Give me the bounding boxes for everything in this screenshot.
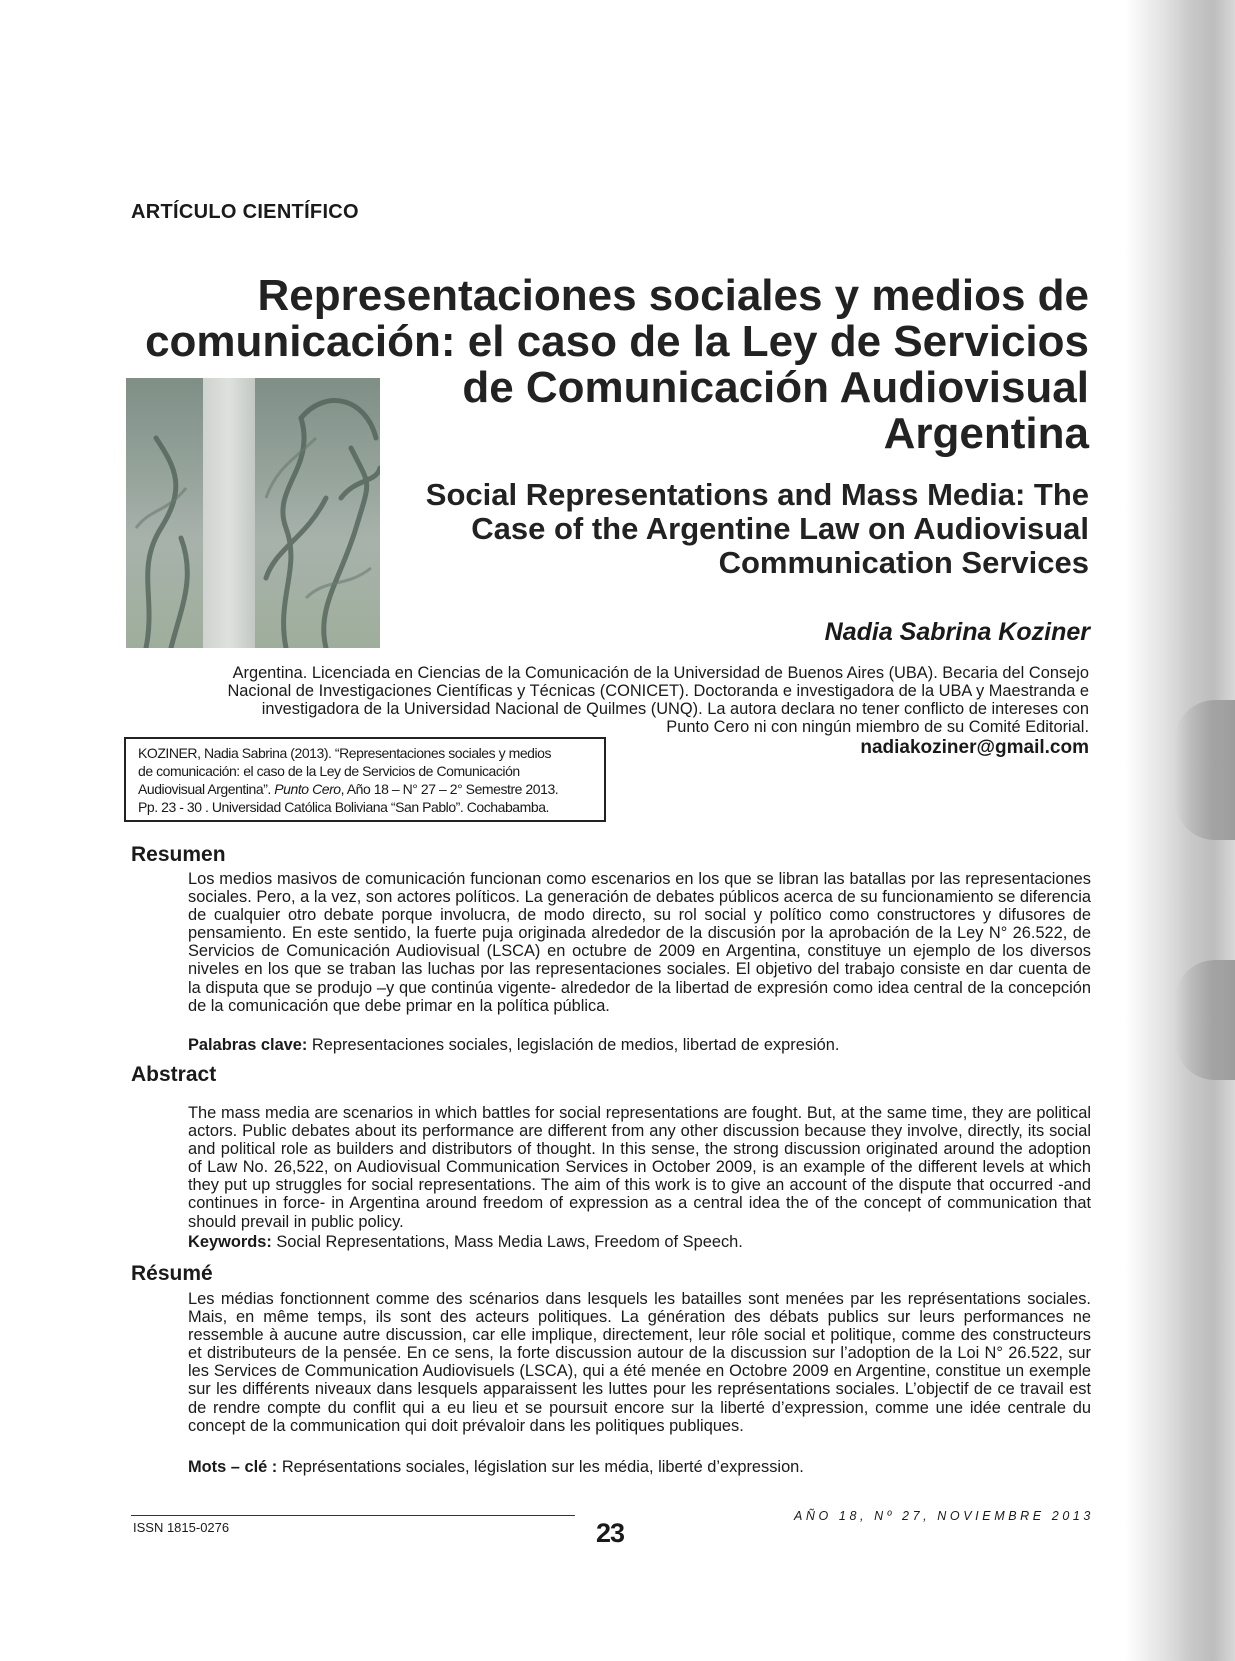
- citation-line: KOZINER, Nadia Sabrina (2013). “Representaciones sociales y medios: [138, 745, 552, 761]
- affiliation-line: investigadora de la Universidad Nacional de Quilmes (UNQ). La autora declara no tener conflicto de intereses con: [261, 700, 1089, 718]
- footer-rule: [131, 1515, 575, 1516]
- citation-text: Audiovisual Argentina”.: [138, 781, 275, 797]
- author-name: Nadia Sabrina Koziner: [824, 618, 1090, 646]
- page-number: 23: [595, 1518, 625, 1548]
- affiliation-line: Punto Cero ni con ningún miembro de su Comité Editorial.: [666, 718, 1089, 736]
- affiliation-line: Nacional de Investigaciones Científicas y Técnicas (CONICET). Doctoranda e investigadora de la UBA y Maestranda e: [227, 682, 1089, 700]
- citation-line: de comunicación: el caso de la Ley de Servicios de Comunicación: [138, 763, 520, 779]
- cover-illustration: [126, 378, 380, 648]
- resume-text: Les médias fonctionnent comme des scénarios dans lesquels les batailles sont menées par les représentations sociales. Mais, en même temps, ils sont des acteurs politiques. La génération des débats publics sur leurs performances ne ressemble à aucune autre discussion, car elle implique, directement, leur rôle social et politique, comme des constructeurs et distributeurs de la pensée. En ce sens, la forte discussion autour de la discussion sur l’adoption de la Loi N° 26.522, sur les Services de Communication Audiovisuels (LSCA), qui a été menée en Octobre 2009 en Argentine, constitue un exemple sur les différents niveaux dans lesquels apparaissent les luttes pour les représentations sociales. L’objectif de ce travail est de rendre compte du conflit qui a eu lieu et se poursuit encore sur la liberté d’expression, comme une idée centrale du concept de la communication qui doit prévaloir dans les politiques publiques.: [188, 1290, 1091, 1435]
- citation-text: , Año 18 – N° 27 – 2° Semestre 2013.: [340, 781, 559, 797]
- cover-stripe: [203, 378, 255, 648]
- keywords-label: Palabras clave:: [188, 1036, 308, 1054]
- abstract-keywords: [188, 1233, 1091, 1252]
- resumen-keywords: [188, 1036, 1091, 1055]
- title-line: comunicación: el caso de la Ley de Servicios: [145, 317, 1089, 366]
- keywords-label: Keywords:: [188, 1233, 272, 1251]
- section-label: ARTÍCULO CIENTÍFICO: [131, 201, 359, 223]
- resumen-heading: Resumen: [131, 843, 226, 866]
- footer-issn: ISSN 1815-0276: [133, 1520, 230, 1535]
- abstract-heading: Abstract: [131, 1063, 217, 1086]
- title-line: Case of the Argentine Law on Audiovisual: [471, 511, 1089, 546]
- resume-keywords: [188, 1458, 1091, 1477]
- title-line: Social Representations and Mass Media: The: [425, 477, 1089, 512]
- title-line: Representaciones sociales y medios de: [257, 271, 1089, 320]
- author-email[interactable]: nadiakoziner@gmail.com: [860, 737, 1089, 758]
- citation-line: Pp. 23 - 30 . Universidad Católica Boliviana “San Pablo”. Cochabamba.: [138, 799, 549, 815]
- affiliation-line: Argentina. Licenciada en Ciencias de la Comunicación de la Universidad de Buenos Aires (UBA). Becaria del Consejo: [232, 664, 1089, 682]
- title-line: de Comunicación Audiovisual: [462, 363, 1089, 412]
- author-affiliation: [131, 664, 1089, 736]
- keywords-text: Representaciones sociales, legislación de medios, libertad de expresión.: [307, 1036, 840, 1054]
- citation-line: [138, 780, 592, 798]
- abstract-text: The mass media are scenarios in which battles for social representations are fought. But, at the same time, they are political actors. Public debates about its performance are different from any other discussion because they involve, directly, its social and political role as builders and distributors of thought. In this sense, the strong discussion originated around the adoption of Law No. 26,522, on Audiovisual Communication Services in October 2009, is an example of the different levels at which they put up struggles for social representations. The aim of this work is to give an account of the dispute that occurred -and continues in force- in Argentina around freedom of expression as a central idea the of the concept of communication that should prevail in public policy.: [188, 1104, 1091, 1231]
- page-edge-shade: [1175, 960, 1235, 1080]
- footer-issue: AÑO 18, Nº 27, NOVIEMBRE 2013: [793, 1509, 1094, 1523]
- title-english: [360, 478, 1089, 580]
- resumen-text: Los medios masivos de comunicación funcionan como escenarios en los que se libran las batallas por las representaciones sociales. Pero, a la vez, son actores políticos. La generación de debates públicos acerca de su funcionamiento se diferencia de cualquier otro debate porque involucra, de modo directo, su rol social y político como constructores y difusores de pensamiento. En este sentido, la fuerte puja originada alrededor de la discusión por la aprobación de la Ley N° 26.522, de Servicios de Comunicación Audiovisual (LSCA) en octubre de 2009 en Argentina, constituye un ejemplo de los diversos niveles en los que se traban las luchas por las representaciones sociales. El objetivo del trabajo consiste en dar cuenta de la disputa que se produjo –y que continúa vigente- alrededor de la libertad de expresión como idea central de la concepción de la comunicación que debe primar en la política pública.: [188, 870, 1091, 1015]
- title-line: Communication Services: [718, 545, 1089, 580]
- keywords-label: Mots – clé :: [188, 1458, 278, 1476]
- page-edge-shade: [1175, 700, 1235, 840]
- resume-heading: Résumé: [131, 1262, 213, 1285]
- title-line: Argentina: [883, 409, 1089, 458]
- journal-name: Punto Cero: [274, 781, 341, 797]
- keywords-text: Représentations sociales, législation sur les média, liberté d’expression.: [277, 1458, 804, 1476]
- keywords-text: Social Representations, Mass Media Laws, Freedom of Speech.: [271, 1233, 743, 1251]
- citation-box: [124, 737, 606, 822]
